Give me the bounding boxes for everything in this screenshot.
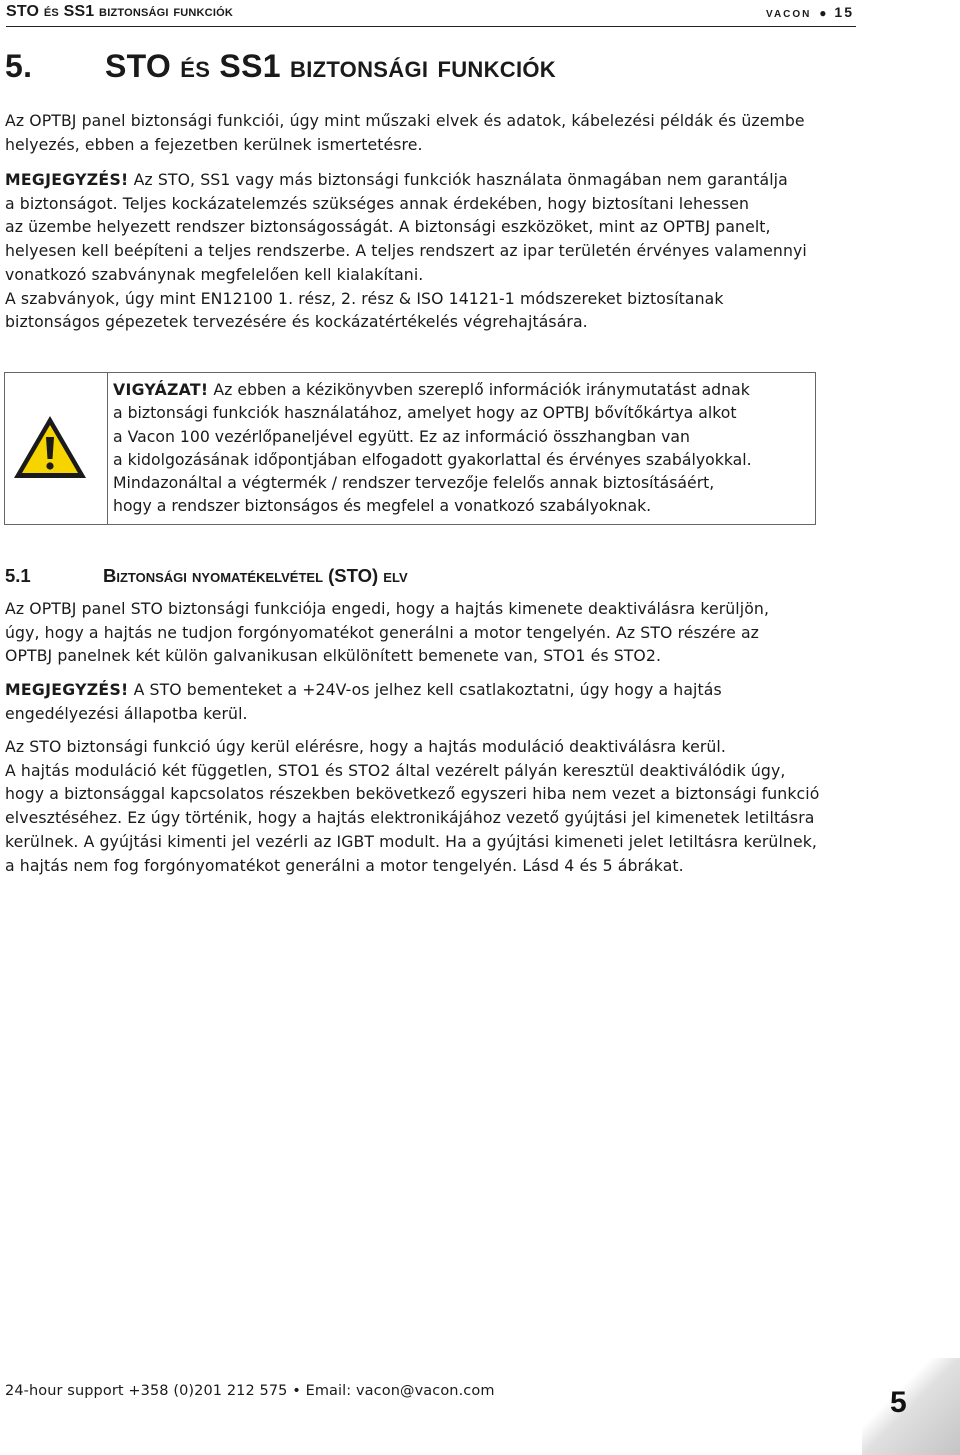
intro-paragraph — [5, 109, 855, 156]
running-header-brand-page — [766, 4, 854, 20]
note-label: MEGJEGYZÉS! — [5, 680, 129, 699]
note-line: az üzembe helyezett rendszer biztonságosságát. A biztonsági eszközöket, mint az OPTBJ panelt, — [5, 217, 771, 237]
intro-text: Az OPTBJ panel biztonsági funkciói, úgy mint műszaki elvek és adatok, kábelezési példák és üzembe helyezés, ebben a fejezetben kerülnek ismertetésre. — [5, 111, 805, 154]
section-title — [5, 48, 556, 85]
note-line — [5, 168, 855, 192]
subsection-title-text: Biztonsági nyomatékelvétel (STO) elv — [103, 565, 408, 586]
bullet-icon: ● — [819, 6, 827, 20]
caution-line-text: Az ebben a kézikönyvben szereplő információk iránymutatást adnak — [208, 380, 750, 399]
page-number-tab — [862, 1358, 960, 1455]
brand-name: vacon — [766, 4, 812, 20]
note-line: helyesen kell beépíteni a teljes rendszerbe. A teljes rendszert az ipar területén érvényes valamennyi — [5, 241, 807, 261]
note-line-text: A STO bementeket a +24V-os jelhez kell csatlakoztatni, úgy hogy a hajtás — [128, 680, 722, 699]
caution-line: a biztonsági funkciók használatához, amelyet hogy az OPTBJ bővítőkártya alkot — [113, 403, 737, 423]
subsection-title — [5, 565, 408, 587]
sto-paragraph-1 — [5, 597, 855, 668]
paragraph-line: Az STO biztonsági funkció úgy kerül elérésre, hogy a hajtás moduláció deaktiválásra kerül. — [5, 737, 726, 756]
caution-box — [4, 372, 816, 525]
caution-label: VIGYÁZAT! — [113, 380, 209, 399]
note-line: engedélyezési állapotba kerül. — [5, 703, 248, 723]
note-paragraph-1 — [5, 168, 855, 334]
section-number: 5. — [5, 48, 33, 84]
paragraph-line: úgy, hogy a hajtás ne tudjon forgónyomatékot generálni a motor tengelyén. Az STO részére az — [5, 622, 759, 642]
running-header-section: STO és SS1 biztonsági funkciók — [6, 3, 233, 20]
paragraph-line: OPTBJ panelnek két külön galvanikusan elkülönített bemenete van, STO1 és STO2. — [5, 646, 662, 666]
note-label: MEGJEGYZÉS! — [5, 170, 129, 189]
caution-line: a kidolgozásának időpontjában elfogadott gyakorlattal és érvényes szabályokkal. — [113, 449, 752, 469]
paragraph-line: kerülnek. A gyújtási kimenti jel vezérli az IGBT modult. Ha a gyújtási kimeneti jelet letiltásra kerülnek, — [5, 831, 817, 851]
running-header — [6, 2, 856, 27]
note-line: A szabványok, úgy mint EN12100 1. rész, 2. rész & ISO 14121-1 módszereket biztosítanak — [5, 288, 724, 308]
caution-line: Mindazonáltal a végtermék / rendszer tervezője felelős annak biztosításáért, — [113, 473, 715, 493]
paragraph-line: hogy a biztonsággal kapcsolatos részekben bekövetkező egyszeri hiba nem vezet a biztonsági funkció — [5, 784, 820, 804]
warning-triangle-icon — [12, 414, 88, 480]
note-line-text: Az STO, SS1 vagy más biztonsági funkciók használata önmagában nem garantálja — [128, 170, 788, 189]
caution-icon-cell — [5, 373, 108, 524]
caution-text — [113, 378, 813, 518]
caution-line: a Vacon 100 vezérlőpaneljével együtt. Ez az információ összhangban van — [113, 426, 690, 446]
header-page-number: 15 — [834, 4, 854, 20]
paragraph-line: elvesztéséhez. Ez úgy történik, hogy a hajtás elektronikájához vezető gyújtási jel kimenetek letiltásra — [5, 808, 815, 828]
caution-line — [113, 378, 813, 401]
paragraph-line: Az OPTBJ panel STO biztonsági funkciója engedi, hogy a hajtás kimenete deaktiválásra kerüljön, — [5, 599, 770, 618]
note-line: biztonságos gépezetek tervezésére és kockázatértékelés végrehajtására. — [5, 312, 588, 332]
page-number: 5 — [890, 1386, 907, 1419]
paragraph-line: a hajtás nem fog forgónyomatékot generálni a motor tengelyén. Lásd 4 és 5 ábrákat. — [5, 855, 684, 875]
caution-line: hogy a rendszer biztonságos és megfelel a vonatkozó szabályoknak. — [113, 496, 652, 516]
note-line: a biztonságot. Teljes kockázatelemzés szükséges annak érdekében, hogy biztosítani lehessen — [5, 193, 750, 213]
sto-paragraph-2 — [5, 735, 855, 877]
section-title-text: STO és SS1 biztonsági funkciók — [105, 48, 556, 84]
subsection-number: 5.1 — [5, 565, 31, 586]
note-line — [5, 678, 855, 702]
paragraph-line: A hajtás moduláció két független, STO1 és STO2 által vezérelt pályán keresztül deaktiválódik úgy, — [5, 760, 786, 780]
note-line: vonatkozó szabványnak megfelelően kell kialakítani. — [5, 264, 424, 284]
note-paragraph-2 — [5, 678, 855, 725]
footer-support: 24-hour support +358 (0)201 212 575 • Email: vacon@vacon.com — [5, 1383, 495, 1399]
